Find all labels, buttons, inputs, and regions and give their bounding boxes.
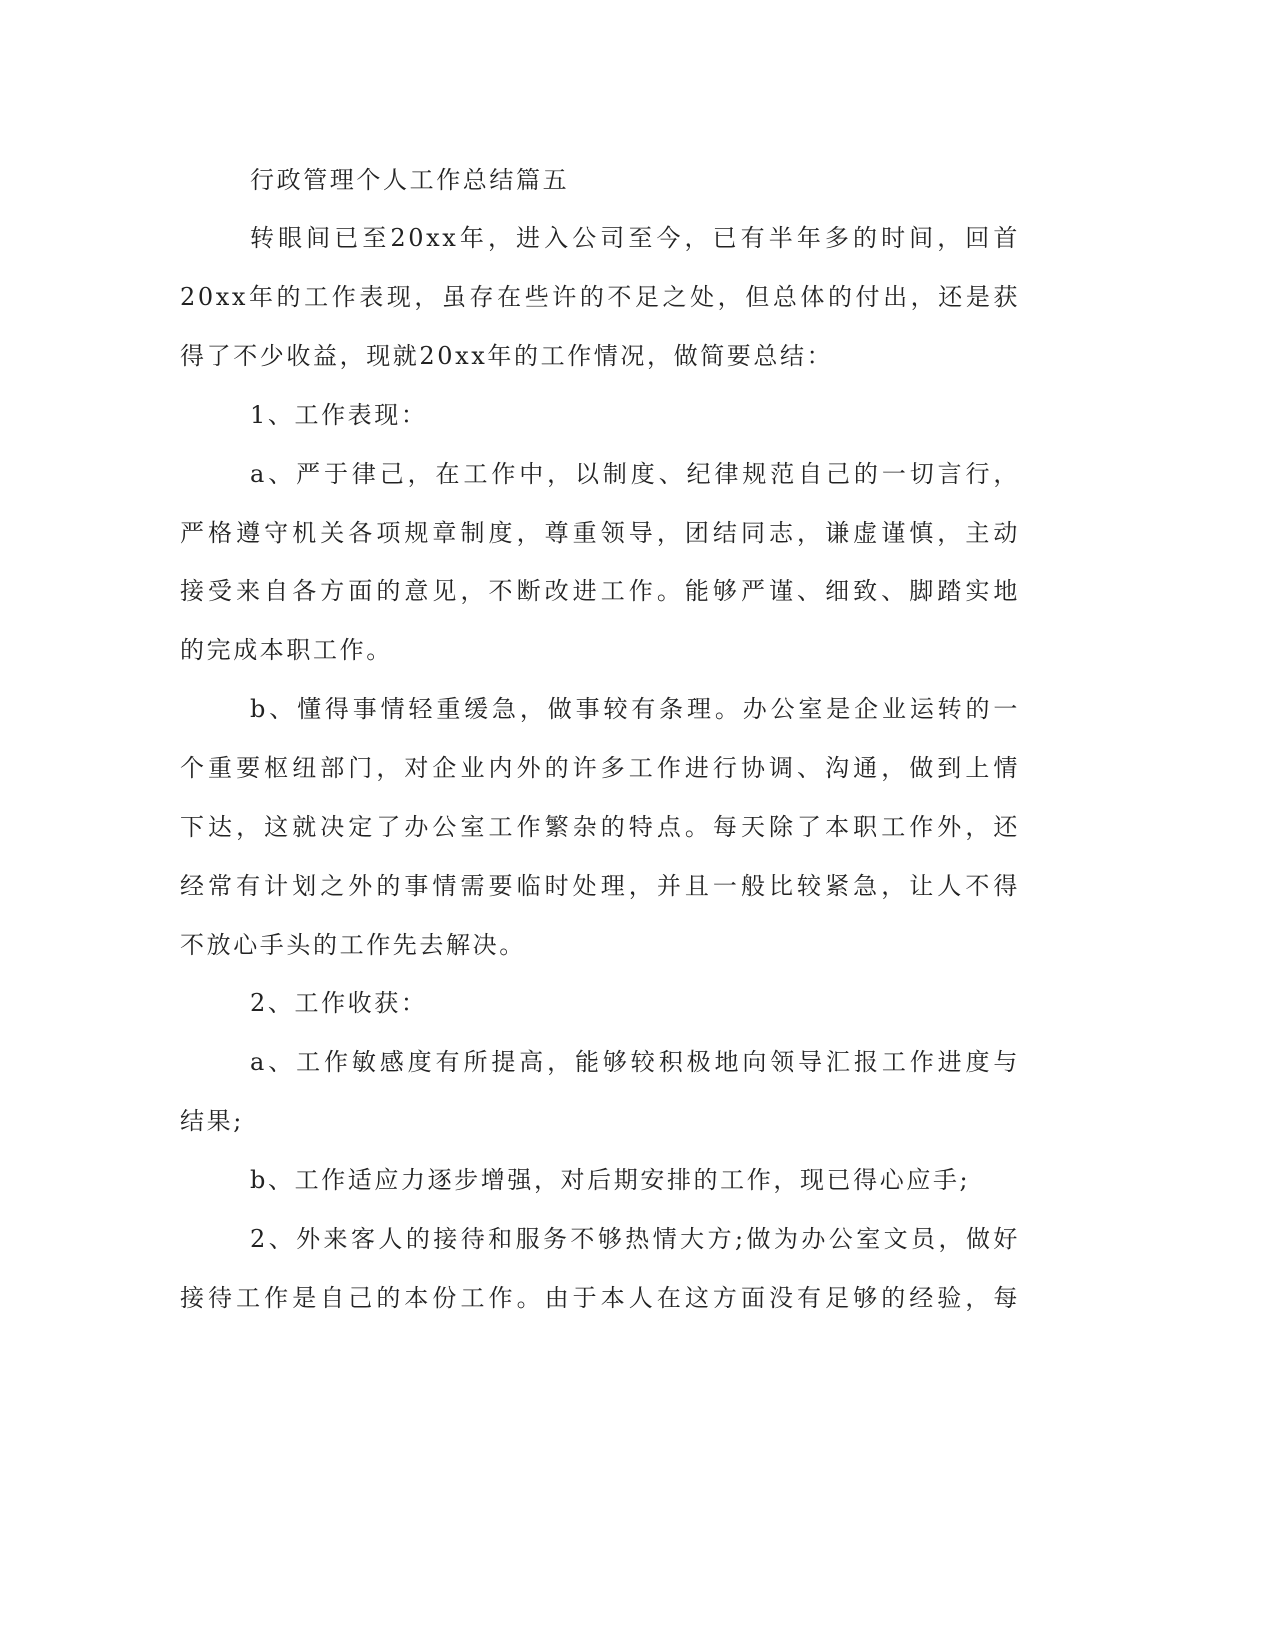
paragraph-line: 经常有计划之外的事情需要临时处理，并且一般比较紧急，让人不得	[180, 872, 1020, 900]
paragraph-line: a、工作敏感度有所提高，能够较积极地向领导汇报工作进度与	[250, 1048, 1020, 1076]
paragraph-line: 转眼间已至20xx年，进入公司至今，已有半年多的时间，回首	[250, 224, 1020, 252]
paragraph-line: 不放心手头的工作先去解决。	[180, 931, 526, 959]
paragraph-line: b、工作适应力逐步增强，对后期安排的工作，现已得心应手;	[250, 1166, 971, 1194]
paragraph-line: a、严于律己，在工作中，以制度、纪律规范自己的一切言行，	[250, 460, 1020, 488]
paragraph-line: 严格遵守机关各项规章制度，尊重领导，团结同志，谦虚谨慎，主动	[180, 519, 1020, 547]
document-title: 行政管理个人工作总结篇五	[250, 166, 570, 194]
paragraph-line: 得了不少收益，现就20xx年的工作情况，做简要总结：	[180, 342, 834, 370]
paragraph-line: 个重要枢纽部门，对企业内外的许多工作进行协调、沟通，做到上情	[180, 754, 1020, 782]
paragraph-line: 2、外来客人的接待和服务不够热情大方;做为办公室文员，做好	[250, 1225, 1020, 1253]
paragraph-line: 结果;	[180, 1107, 244, 1135]
paragraph-line: b、懂得事情轻重缓急，做事较有条理。办公室是企业运转的一	[250, 695, 1020, 723]
paragraph-line: 接受来自各方面的意见，不断改进工作。能够严谨、细致、脚踏实地	[180, 577, 1020, 605]
paragraph-line: 接待工作是自己的本份工作。由于本人在这方面没有足够的经验，每	[180, 1284, 1020, 1312]
paragraph-line: 下达，这就决定了办公室工作繁杂的特点。每天除了本职工作外，还	[180, 813, 1020, 841]
paragraph-line: 的完成本职工作。	[180, 636, 393, 664]
paragraph-line: 20xx年的工作表现，虽存在些许的不足之处，但总体的付出，还是获	[180, 283, 1020, 311]
section-heading: 1、工作表现：	[250, 401, 428, 429]
section-heading: 2、工作收获：	[250, 989, 428, 1017]
